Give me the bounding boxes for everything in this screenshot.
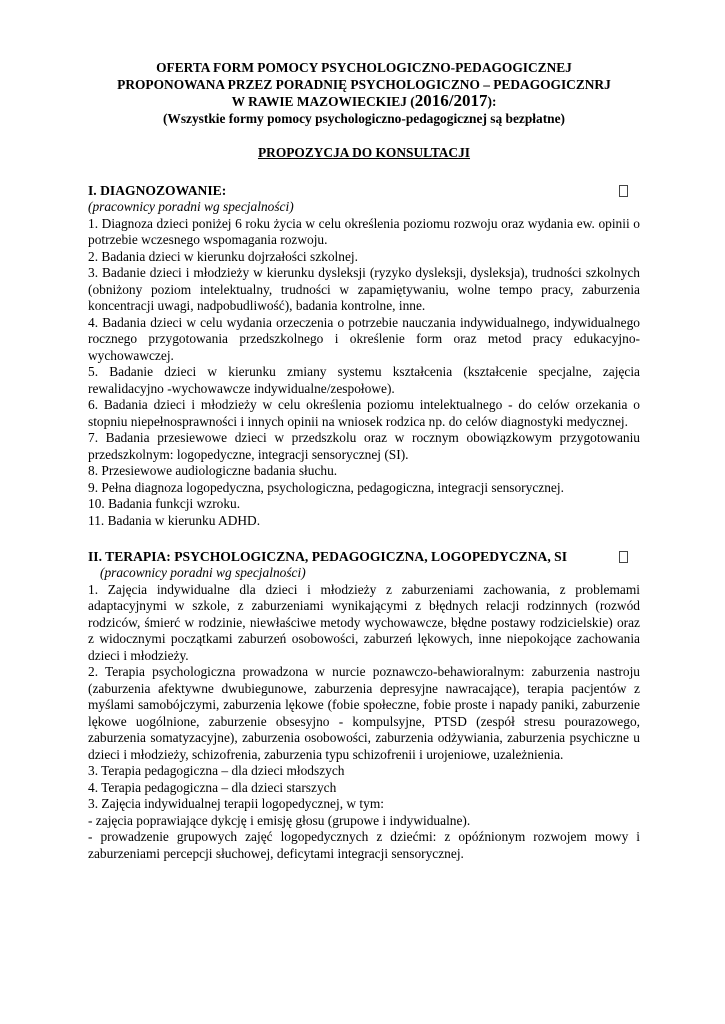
section-1-item: 3. Badanie dzieci i młodzieży w kierunku dysleksji (ryzyko dysleksji, dysleksja), trudności szkolnych (obniżony poziom intelektualny, trudności w zapamiętywaniu, wolne tempo pracy, zaburzenia koncentracji uwagi, nadpobudliwość), badania kontrolne, inne. [88, 265, 640, 313]
section-1-item: 7. Badania przesiewowe dzieci w przedszkolu oraz w rocznym obowiązkowym przygotowaniu przedszkolnym: logopedyczne, integracji sensorycznej (SI). [88, 430, 640, 462]
section-1-subtitle: (pracownicy poradni wg specjalności) [88, 199, 294, 214]
checkbox-icon [619, 185, 628, 197]
section-1-item: 4. Badania dzieci w celu wydania orzeczenia o potrzebie nauczania indywidualnego, indywidualnego rocznego przygotowania przedszkolnego i określenie form oraz metod pracy edukacyjno-wychowawczej. [88, 314, 640, 363]
header-line-3-suffix: ): [487, 94, 497, 109]
section-1-item: 2. Badania dzieci w kierunku dojrzałości szkolnej. [88, 248, 358, 264]
section-1-item: 5. Badanie dzieci w kierunku zmiany systemu kształcenia (kształcenie specjalne, zajęcia rewalidacyjno -wychowawcze indywidualne/zespołowe). [88, 364, 640, 396]
section-1-item: 10. Badania funkcji wzroku. [88, 496, 241, 511]
consultation-heading: PROPOZYCJA DO KONSULTACJI [257, 145, 471, 160]
header-line-3-prefix: W RAWIE MAZOWIECKIEJ ( [231, 94, 415, 109]
section-2-item: 1. Zajęcia indywidualne dla dzieci i młodzieży z zaburzeniami zachowania, z problemami adaptacyjnymi w szkole, z zaburzeniami wynikającymi z błędnych relacji rodzinnych (rozwód rodziców, śmierć w rodzinie, niewłaściwe metody wychowawcze, błędne postawy rodzicielskie) oraz z widocznymi początkami zaburzeń osobowości, zaburzeń lękowych, inne niepokojące zachowania dzieci i młodzieży. [88, 581, 640, 663]
school-year: 2016/2017 [414, 91, 488, 110]
header-line-4: (Wszystkie formy pomocy psychologiczno-pedagogicznej są bezpłatne) [162, 110, 566, 126]
section-2-title [88, 548, 640, 565]
document-page [88, 60, 640, 862]
section-1-title-text: I. DIAGNOZOWANIE: [88, 183, 227, 198]
section-2-item: 2. Terapia psychologiczna prowadzona w nurcie poznawczo-behawioralnym: zaburzenia nastroju (zaburzenia afektywne dwubiegunowe, zaburzenia depresyjne nawracające), terapia pacjentów z myślami samobójczymi, zaburzenia lękowe (fobie społeczne, fobie proste i napady paniki, zaburzenie lękowe uogólnione, zaburzenie obsesyjno - kompulsyjne, PTSD (zespół stresu pourazowego, zaburzenia somatyzacyjne), zaburzenia osobowości, zaburzenia odżywiania, zaburzenia psychiczne u dzieci i młodzieży, schizofrenia, zaburzenia typu schizofrenii i urojeniowe, uzależnienia. [88, 664, 640, 762]
section-2-subtitle: (pracownicy poradni wg specjalności) [100, 565, 306, 580]
section-1-item: 1. Diagnoza dzieci poniżej 6 roku życia w celu określenia poziomu rozwoju oraz wydania ew. opinii o potrzebie wczesnego wspomagania rozwoju. [88, 215, 640, 247]
header-line-1: OFERTA FORM POMOCY PSYCHOLOGICZNO-PEDAGOGICZNEJ [156, 60, 572, 75]
section-1-title [88, 182, 640, 199]
section-1-item: 8. Przesiewowe audiologiczne badania słuchu. [88, 463, 338, 478]
checkbox-icon [619, 551, 628, 563]
header-line-3 [88, 93, 640, 111]
section-1-item: 6. Badania dzieci i młodzieży w celu określenia poziomu intelektualnego - do celów orzekania o stopniu niepełnosprawności i innych opinii na wniosek rodzica np. do celów diagnostyki medycznej. [88, 397, 640, 429]
section-2-item: - prowadzenie grupowych zajęć logopedycznych z dziećmi: z opóźnionym rozwojem mowy i zaburzeniami percepcji słuchowej, deficytami integracji sensorycznej. [88, 829, 640, 861]
section-1-item: 11. Badania w kierunku ADHD. [88, 512, 261, 528]
section-2-item: 3. Terapia pedagogiczna – dla dzieci młodszych [88, 763, 345, 778]
header-line-2: PROPONOWANA PRZEZ PORADNIĘ PSYCHOLOGICZNO – PEDAGOGICZNRJ [117, 76, 611, 92]
section-2-item: - zajęcia poprawiające dykcję i emisję głosu (grupowe i indywidualne). [88, 812, 471, 828]
section-2-title-text: II. TERAPIA: PSYCHOLOGICZNA, PEDAGOGICZNA, LOGOPEDYCZNA, SI [88, 549, 567, 564]
section-2-item: 3. Zajęcia indywidualnej terapii logopedycznej, w tym: [88, 796, 384, 811]
section-1-item: 9. Pełna diagnoza logopedyczna, psychologiczna, pedagogiczna, integracji sensorycznej. [88, 479, 564, 495]
section-2-item: 4. Terapia pedagogiczna – dla dzieci starszych [88, 779, 337, 795]
